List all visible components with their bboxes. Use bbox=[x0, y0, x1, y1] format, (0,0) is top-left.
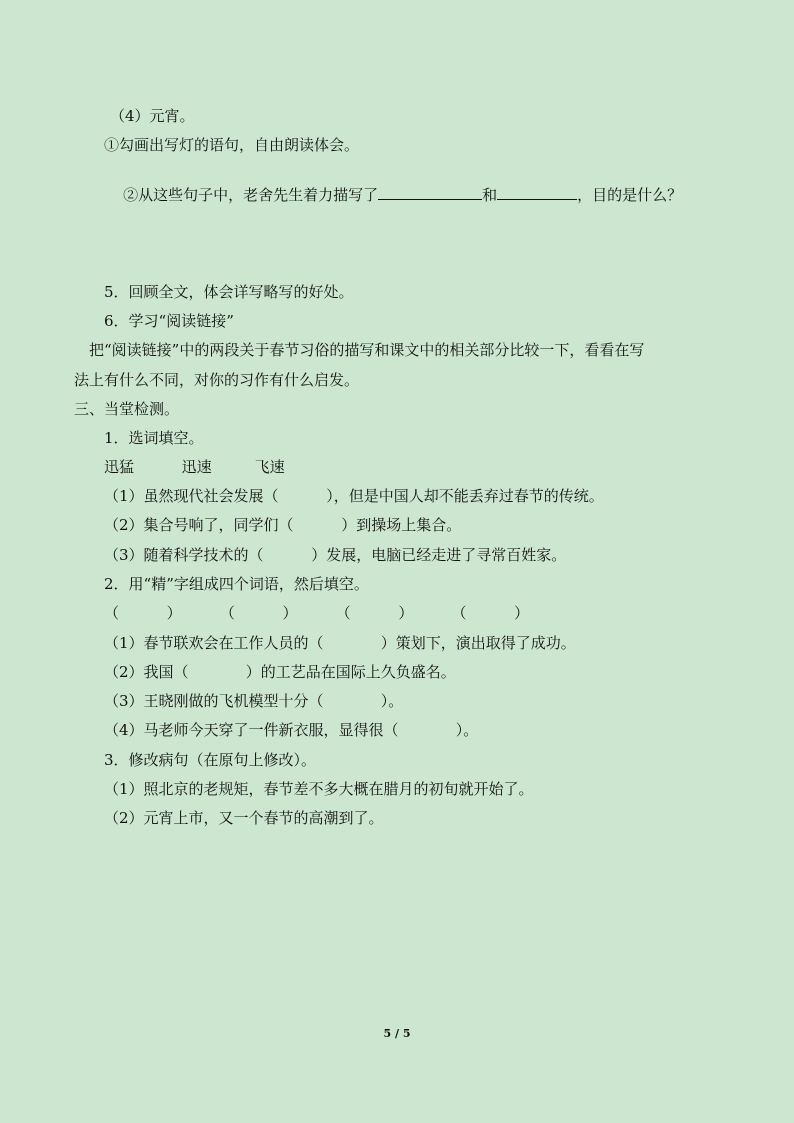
question-1-item-1: （1）虽然现代社会发展（ ），但是中国人却不能丢弃过春节的传统。 bbox=[104, 487, 604, 505]
question-1-item-2: （2）集合号响了，同学们（ ）到操场上集合。 bbox=[104, 516, 462, 534]
question-1-word-choices: 迅猛 迅速 飞速 bbox=[104, 458, 285, 476]
question-2-text-c: ，目的是什么？ bbox=[577, 186, 683, 204]
fill-blank-1[interactable] bbox=[378, 184, 482, 200]
section-4-question-2 bbox=[104, 164, 682, 225]
question-2-item-3: （3）王晓刚做的飞机模型十分（ ）。 bbox=[104, 692, 404, 710]
item-6-text-line-1: 把“阅读链接”中的两段关于春节习俗的描写和课文中的相关部分比较一下，看看在写 bbox=[89, 341, 645, 359]
question-2-item-2: （2）我国（ ）的工艺品在国际上久负盛名。 bbox=[104, 663, 456, 681]
item-6-text-line-2: 法上有什么不同，对你的习作有什么启发。 bbox=[74, 371, 360, 389]
item-5: 5．回顾全文，体会详写略写的好处。 bbox=[104, 283, 354, 301]
section-4-title: （4）元宵。 bbox=[110, 107, 195, 125]
question-2-item-1: （1）春节联欢会在工作人员的（ ）策划下，演出取得了成功。 bbox=[104, 634, 576, 652]
page-number: 5 / 5 bbox=[383, 1027, 411, 1040]
question-3-title: 3．修改病句（在原句上修改）。 bbox=[104, 751, 317, 769]
section-4-question-1: ①勾画出写灯的语句，自由朗读体会。 bbox=[104, 136, 360, 154]
question-2-item-4: （4）马老师今天穿了一件新衣服，显得很（ ）。 bbox=[104, 721, 479, 739]
question-2-word-blanks: （ ） （ ） （ ） （ ） bbox=[104, 604, 530, 622]
fill-blank-2[interactable] bbox=[497, 184, 577, 200]
question-3-item-1: （1）照北京的老规矩，春节差不多大概在腊月的初旬就开始了。 bbox=[104, 780, 534, 798]
question-3-item-2: （2）元宵上市，又一个春节的高潮到了。 bbox=[104, 809, 384, 827]
question-1-title: 1．选词填空。 bbox=[104, 429, 204, 447]
question-2-text-a: ②从这些句子中，老舍先生着力描写了 bbox=[123, 186, 379, 204]
part-3-title: 三、当堂检测。 bbox=[74, 400, 180, 418]
item-6: 6．学习“阅读链接” bbox=[104, 312, 234, 330]
question-2-text-b: 和 bbox=[482, 186, 498, 204]
question-1-item-3: （3）随着科学技术的（ ）发展，电脑已经走进了寻常百姓家。 bbox=[104, 546, 567, 564]
question-2-title: 2．用“精”字组成四个词语，然后填空。 bbox=[104, 575, 369, 593]
